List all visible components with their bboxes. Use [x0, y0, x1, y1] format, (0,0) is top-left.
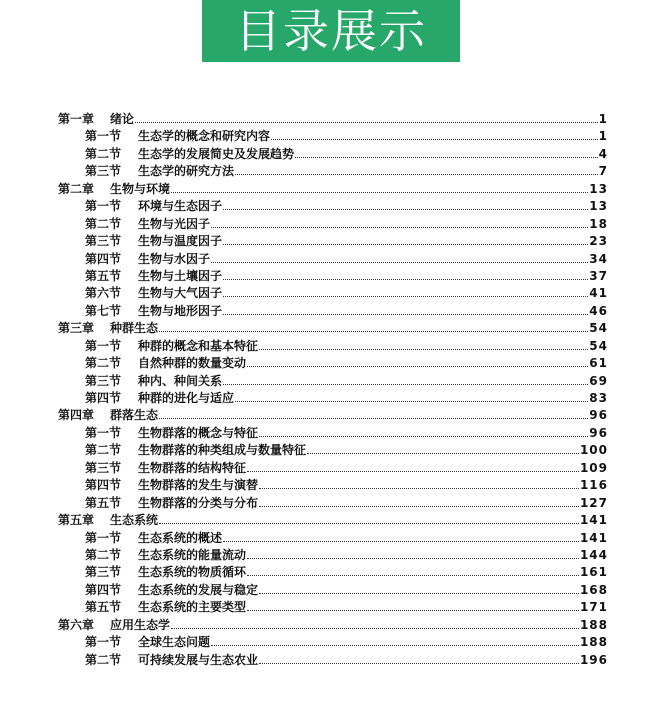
toc-page-number: 83 [589, 391, 608, 405]
toc-entry-number: 第一章 [58, 112, 95, 126]
dot-leader [259, 662, 579, 664]
dot-leader [259, 487, 579, 489]
toc-entry-number: 第一节 [85, 425, 122, 440]
toc-entry-number: 第一节 [85, 530, 122, 545]
toc-section-row[interactable] [58, 546, 608, 563]
toc-page-number: 54 [589, 338, 608, 353]
toc-section-row[interactable] [58, 633, 608, 650]
toc-page-number: 13 [589, 199, 608, 214]
toc-page-number: 144 [579, 547, 608, 562]
toc-section-row[interactable] [58, 302, 608, 319]
toc-chapter-row[interactable] [58, 110, 608, 127]
toc-section-row[interactable] [58, 476, 608, 493]
toc-entry-title: 应用生态学 [110, 617, 171, 632]
dot-leader [247, 470, 579, 472]
toc-entry-title: 生物群落的发生与演替 [138, 478, 259, 493]
toc-section-row[interactable] [58, 250, 608, 267]
toc-section-row[interactable] [58, 127, 608, 144]
dot-leader [159, 330, 588, 332]
toc-page-number: 7 [598, 164, 608, 179]
toc-entry-title: 种内、种间关系 [138, 373, 223, 388]
toc-section-row[interactable] [58, 459, 608, 476]
toc-section-row[interactable] [58, 441, 608, 458]
toc-entry-number: 第一节 [85, 129, 122, 144]
toc-section-row[interactable] [58, 232, 608, 249]
toc-page-number: 37 [589, 268, 608, 283]
dot-leader [223, 540, 579, 542]
toc-page-number: 171 [579, 600, 608, 615]
toc-chapter-row[interactable] [58, 511, 608, 528]
toc-entry-title: 全球生态问题 [138, 635, 211, 650]
toc-page-number: 116 [579, 478, 608, 493]
toc-entry-title: 生物与土壤因子 [138, 268, 223, 283]
toc-entry-number: 第一节 [85, 635, 122, 650]
toc-page-number: 18 [589, 216, 608, 231]
toc-entry-title: 生物与环境 [110, 181, 171, 196]
toc-page-number: 127 [579, 495, 608, 510]
toc-page-number: 23 [589, 234, 608, 249]
toc-section-row[interactable] [58, 529, 608, 546]
toc-entry-title: 种群的概念和基本特征 [138, 338, 259, 353]
toc-chapter-row[interactable] [58, 406, 608, 423]
toc-section-row[interactable] [58, 651, 608, 668]
toc-page-number: 4 [598, 146, 608, 161]
toc-entry-title: 种群生态 [110, 321, 159, 336]
toc-entry-number: 第四章 [58, 408, 95, 423]
toc-entry-number: 第四节 [85, 251, 122, 266]
toc-section-row[interactable] [58, 162, 608, 179]
toc-entry-title: 自然种群的数量变动 [138, 356, 247, 371]
dot-leader [247, 365, 588, 367]
toc-entry-number: 第一节 [85, 199, 122, 214]
toc-page-number: 61 [589, 356, 608, 371]
dot-leader [223, 243, 588, 245]
toc-entry-title: 生态系统 [110, 513, 159, 528]
banner-title: 目录展示 [235, 4, 427, 58]
dot-leader [295, 156, 598, 158]
toc-entry-title: 种群的进化与适应 [138, 391, 235, 405]
toc-page-number: 161 [579, 565, 608, 580]
toc-entry-number: 第五章 [58, 513, 95, 528]
dot-leader [259, 348, 588, 350]
toc-entry-number: 第三节 [85, 565, 122, 580]
dot-leader [159, 417, 588, 419]
dot-leader [223, 208, 588, 210]
toc-entry-title: 生物与大气因子 [138, 286, 223, 301]
toc-entry-number: 第五节 [85, 495, 122, 510]
toc-entry-title: 环境与生态因子 [138, 199, 223, 214]
toc-entry-title: 生物与地形因子 [138, 303, 223, 318]
toc-section-row[interactable] [58, 494, 608, 511]
toc-page-number: 1 [598, 129, 608, 144]
toc-page-number: 96 [589, 425, 608, 440]
dot-leader [307, 452, 579, 454]
dot-leader [259, 505, 579, 507]
toc-section-row[interactable] [58, 197, 608, 214]
dot-leader [247, 574, 579, 576]
toc-entry-title: 生物群落的概念与特征 [138, 425, 259, 440]
toc-entry-number: 第三节 [85, 164, 122, 179]
dot-leader [223, 383, 588, 385]
toc-chapter-row[interactable] [58, 616, 608, 633]
toc-page-number: 41 [589, 286, 608, 301]
dot-leader [247, 557, 579, 559]
toc-entry-number: 第二章 [58, 181, 95, 196]
dot-leader [223, 278, 588, 280]
toc-entry-number: 第三节 [85, 234, 122, 249]
toc-entry-number: 第二节 [85, 547, 122, 562]
toc-page-number: 34 [589, 251, 608, 266]
toc-entry-number: 第二节 [85, 652, 122, 667]
toc-page-number: 188 [579, 635, 608, 650]
toc-section-row[interactable] [58, 267, 608, 284]
dot-leader [247, 609, 579, 611]
toc-section-row[interactable] [58, 145, 608, 162]
toc-entry-title: 生物与光因子 [138, 216, 211, 231]
dot-leader [171, 191, 588, 193]
toc-entry-number: 第六章 [58, 617, 95, 632]
toc-entry-title: 生物群落的种类组成与数量特征 [138, 443, 307, 458]
toc-chapter-row[interactable] [58, 319, 608, 336]
dot-leader [223, 313, 588, 315]
dot-leader [235, 173, 598, 175]
toc-page-number: 141 [579, 513, 608, 528]
toc-page-number: 109 [579, 460, 608, 475]
dot-leader [259, 592, 579, 594]
toc-entry-number: 第四节 [85, 582, 122, 597]
toc-section-row[interactable] [58, 581, 608, 598]
toc-entry-number: 第二节 [85, 443, 122, 458]
toc-section-row[interactable] [58, 372, 608, 389]
toc-entry-title: 生物与水因子 [138, 251, 211, 266]
dot-leader [211, 261, 588, 263]
toc-entry-title: 生态系统的发展与稳定 [138, 582, 259, 597]
toc-entry-number: 第七节 [85, 303, 122, 318]
toc-entry-title: 生态系统的主要类型 [138, 600, 247, 615]
dot-leader [159, 522, 579, 524]
dot-leader [223, 295, 588, 297]
toc-entry-number: 第四节 [85, 478, 122, 493]
toc-page-number: 188 [579, 617, 608, 632]
toc-page-number: 196 [579, 652, 608, 667]
dot-leader [259, 435, 588, 437]
toc-page-number: 69 [589, 373, 608, 388]
toc-entry-title: 生态系统的物质循环 [138, 565, 247, 580]
toc-entry-title: 生物群落的结构特征 [138, 460, 247, 475]
toc-page-number: 13 [589, 181, 608, 196]
toc-page-number: 96 [589, 408, 608, 423]
dot-leader [135, 121, 598, 123]
toc-page-number: 100 [579, 443, 608, 458]
toc-entry-title: 群落生态 [110, 408, 159, 423]
toc-page-number: 1 [598, 112, 608, 126]
toc-page-number: 54 [589, 321, 608, 336]
toc-entry-number: 第六节 [85, 286, 122, 301]
toc-entry-title: 生物与温度因子 [138, 234, 223, 249]
dot-leader [211, 226, 588, 228]
toc-page-number: 141 [579, 530, 608, 545]
toc-entry-number: 第三章 [58, 321, 95, 336]
toc-entry-number: 第二节 [85, 216, 122, 231]
toc-entry-title: 可持续发展与生态农业 [138, 652, 259, 667]
toc-entry-title: 生态系统的概述 [138, 530, 223, 545]
dot-leader [235, 400, 588, 402]
toc-entry-number: 第四节 [85, 391, 122, 405]
dot-leader [271, 138, 598, 140]
toc-entry-number: 第五节 [85, 600, 122, 615]
toc-section-row[interactable] [58, 284, 608, 301]
toc-section-row[interactable] [58, 598, 608, 615]
toc-entry-number: 第二节 [85, 146, 122, 161]
toc-section-row[interactable] [58, 337, 608, 354]
toc-page-number: 46 [589, 303, 608, 318]
toc-section-row[interactable] [58, 389, 608, 406]
toc-entry-title: 绪论 [110, 112, 135, 126]
toc-entry-number: 第二节 [85, 356, 122, 371]
toc-section-row[interactable] [58, 563, 608, 580]
toc-section-row[interactable] [58, 424, 608, 441]
title-banner [202, 0, 460, 62]
toc-section-row[interactable] [58, 215, 608, 232]
toc-section-row[interactable] [58, 354, 608, 371]
toc-entry-number: 第一节 [85, 338, 122, 353]
toc-entry-number: 第三节 [85, 460, 122, 475]
dot-leader [211, 644, 579, 646]
toc-entry-title: 生态学的发展简史及发展趋势 [138, 146, 295, 161]
toc-entry-title: 生态系统的能量流动 [138, 547, 247, 562]
toc-page-number: 168 [579, 582, 608, 597]
toc-entry-number: 第五节 [85, 268, 122, 283]
toc-entry-title: 生态学的概念和研究内容 [138, 129, 271, 144]
dot-leader [171, 627, 579, 629]
toc-entry-number: 第三节 [85, 373, 122, 388]
toc-entry-title: 生态学的研究方法 [138, 164, 235, 179]
toc-chapter-row[interactable] [58, 180, 608, 197]
toc-entry-title: 生物群落的分类与分布 [138, 495, 259, 510]
table-of-contents [58, 110, 608, 668]
